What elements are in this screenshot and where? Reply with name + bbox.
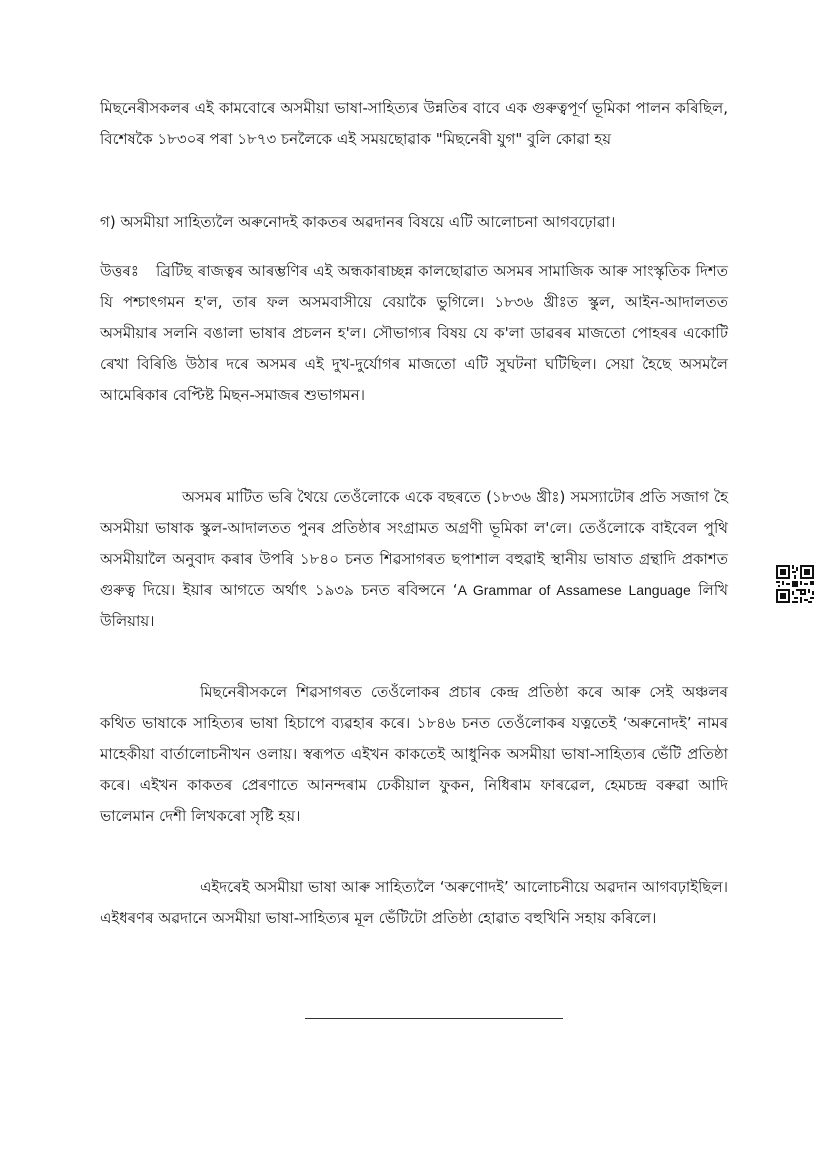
- para4-text: মিছনেৰীসকলে শিৱসাগৰত তেওঁলোকৰ প্ৰচাৰ কেন্দ্ৰ প্ৰতিষ্ঠা কৰে আৰু সেই অঞ্চলৰ কথিত ভাষাকে সাহিত্যৰ ভাষা হিচাপে ব্যৱহাৰ কৰে। ১৮৪৬ চনত তেওঁলোকৰ যত্নতেই ‘অৰুনোদই’ নামৰ মাহেকীয়া বাৰ্তালোচনীখন ওলায়। স্বৰূপত এইখন কাকতেই আধুনিক অসমীয়া ভাষা-সাহিত্যৰ ভেঁটি প্ৰতিষ্ঠা কৰে। এইখন কাকতৰ প্ৰেৰণাতে আনন্দৰাম ঢেকীয়াল ফুকন, নিধিৰাম ফাৰৱেল, হেমচন্দ্ৰ বৰুৱা আদি ভালেমান দেশী লিখকৰো সৃষ্টি হয়।: [100, 683, 728, 825]
- para5-text: এইদৰেই অসমীয়া ভাষা আৰু সাহিত্যলৈ ‘অৰুণোদই’ আলোচনীয়ে অৱদান আগবঢ়াইছিল। এইধৰণৰ অৱদানে অসমীয়া ভাষা-সাহিত্যৰ মূল ভেঁটিটো প্ৰতিষ্ঠা হোৱাত বহুখিনি সহায় কৰিলে।: [100, 878, 728, 927]
- end-divider: [305, 1018, 563, 1019]
- para3-text-before: অসমৰ মাটিত ভৰি থৈয়ে তেওঁলোকে একে বছৰতে (১৮৩৬ খ্ৰীঃ) সমস্যাটোৰ প্ৰতি সজাগ হৈ অসমীয়া ভাষাক স্কুল-আদালতত পুনৰ প্ৰতিষ্ঠাৰ সংগ্ৰামত অগ্ৰণী ভূমিকা ল'লে। তেওঁলোকে বাইবেল পুথি অসমীয়ালৈ অনুবাদ কৰাৰ উপৰি ১৮৪০ চনত শিৱসাগৰত ছপাশাল বহুৱাই স্থানীয় ভাষাত গ্ৰন্থাদি প্ৰকাশত গুৰুত্ব দিয়ে। ইয়াৰ আগতে অৰ্থাৎ ১৯৩৯ চনত ৰবিন্সনে ‘: [100, 488, 728, 599]
- paragraph-arunodoi: [100, 677, 728, 832]
- answer-paragraph: [100, 256, 728, 411]
- answer-label: উত্তৰঃ: [100, 262, 139, 280]
- paragraph-missionary-arrival: [100, 482, 728, 637]
- question-text: গ) অসমীয়া সাহিত্যলৈ অৰুনোদই কাকতৰ অৱদানৰ বিষয়ে এটি আলোচনা আগবঢ়োৱা।: [100, 213, 616, 231]
- paragraph-conclusion: [100, 872, 728, 934]
- para3-text-after: লিখি উলিয়ায়।: [100, 581, 728, 630]
- qr-code-icon: [776, 565, 814, 603]
- question-paragraph: [100, 207, 728, 238]
- answer-text: ব্ৰিটিছ ৰাজত্বৰ আৰম্ভণিৰ এই অন্ধকাৰাচ্ছন্ন কালছোৱাত অসমৰ সামাজিক আৰু সাংস্কৃতিক দিশত যি পশ্চাৎগমন হ'ল, তাৰ ফল অসমবাসীয়ে বেয়াকৈ ভুগিলে। ১৮৩৬ খ্ৰীঃত স্কুল, আইন-আদালতত অসমীয়াৰ সলনি বঙালা ভাষাৰ প্ৰচলন হ'ল। সৌভাগ্যৰ বিষয় যে ক'লা ডাৱৰৰ মাজতো পোহৰৰ একোটি ৰেখা বিৰিঙি উঠাৰ দৰে অসমৰ এই দুখ-দুৰ্যোগৰ মাজতো এটি সুঘটনা ঘটিছিল। সেয়া হৈছে অসমলৈ আমেৰিকাৰ বেপ্টিষ্ট মিছন-সমাজৰ শুভাগমন।: [100, 262, 728, 404]
- book-title: A Grammar of Assamese Language: [457, 582, 691, 598]
- intro-paragraph: [100, 93, 728, 155]
- intro-text: মিছনেৰীসকলৰ এই কামবোৰে অসমীয়া ভাষা-সাহিত্যৰ উন্নতিৰ বাবে এক গুৰুত্বপূৰ্ণ ভূমিকা পালন কৰিছিল, বিশেষকৈ ১৮৩০ৰ পৰা ১৮৭৩ চনলৈকে এই সময়ছোৱাক "মিছনেৰী যুগ" বুলি কোৱা হয়: [100, 99, 728, 148]
